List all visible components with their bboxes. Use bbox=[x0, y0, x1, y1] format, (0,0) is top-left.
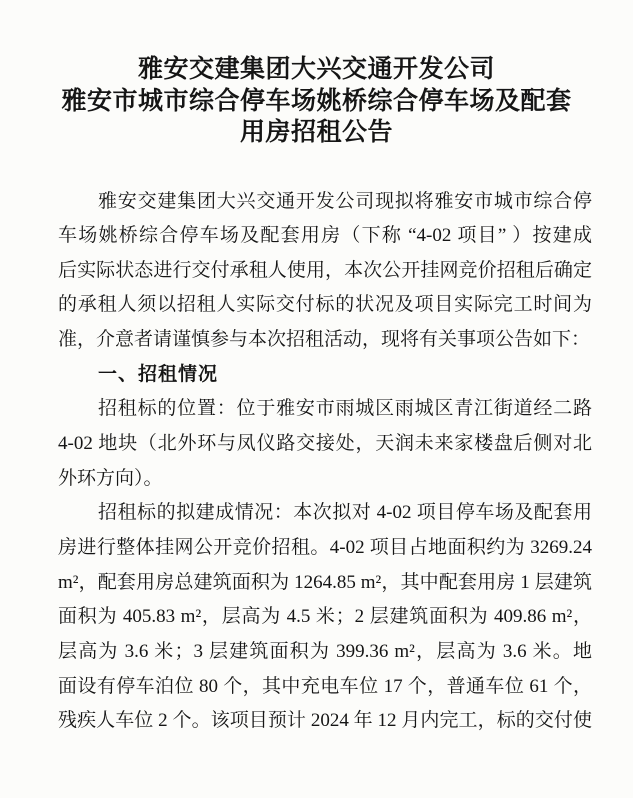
title-line: 雅安市城市综合停车场姚桥综合停车场及配套 bbox=[61, 86, 572, 115]
title-line: 雅安交建集团大兴交通开发公司 bbox=[137, 55, 495, 83]
text-line: 面积为 405.83 m²，层高为 4.5 米；2 层建筑面积为 409.86 m²， bbox=[58, 606, 592, 628]
text-line: 雅安交建集团大兴交通开发公司现拟将雅安市城市综合停 bbox=[98, 190, 592, 212]
text-line: m²，配套用房总建筑面积为 1264.85 m²，其中配套用房 1 层建筑 bbox=[58, 571, 592, 593]
text-line: 外环方向）。 bbox=[58, 467, 163, 489]
paragraph bbox=[58, 496, 592, 739]
text-line: 层高为 3.6 米；3 层建筑面积为 399.36 m²，层高为 3.6 米。地 bbox=[58, 641, 592, 663]
document-title bbox=[36, 54, 597, 149]
heading-line: 一、招租情况 bbox=[98, 363, 219, 385]
paragraph bbox=[58, 185, 592, 358]
paragraph bbox=[58, 392, 592, 496]
section-heading bbox=[58, 358, 592, 393]
text-line: 后实际状态进行交付承租人使用，本次公开挂网竞价招租后确定 bbox=[58, 259, 592, 281]
text-line: 残疾人车位 2 个。该项目预计 2024 年 12 月内完工，标的交付使 bbox=[58, 710, 592, 732]
text-line: 车场姚桥综合停车场及配套用房（下称 “4-02 项目” ）按建成 bbox=[58, 225, 592, 247]
title-line: 用房招租公告 bbox=[239, 118, 393, 146]
text-line: 的承租人须以招租人实际交付标的状况及项目实际完工时间为 bbox=[58, 294, 592, 316]
text-line: 4-02 地块（北外环与凤仪路交接处，天润未来家楼盘后侧对北 bbox=[58, 433, 592, 455]
text-line: 面设有停车泊位 80 个，其中充电车位 17 个，普通车位 61 个， bbox=[58, 675, 592, 697]
text-line: 房进行整体挂网公开竞价招租。4-02 项目占地面积约为 3269.24 bbox=[58, 537, 592, 559]
text-line: 招租标的位置：位于雅安市雨城区雨城区青江街道经二路 bbox=[98, 398, 592, 420]
document-body bbox=[58, 185, 592, 740]
text-line: 招租标的拟建成情况：本次拟对 4-02 项目停车场及配套用 bbox=[98, 502, 592, 524]
text-line: 准，介意者请谨慎参与本次招租活动，现将有关事项公告如下： bbox=[58, 329, 591, 351]
